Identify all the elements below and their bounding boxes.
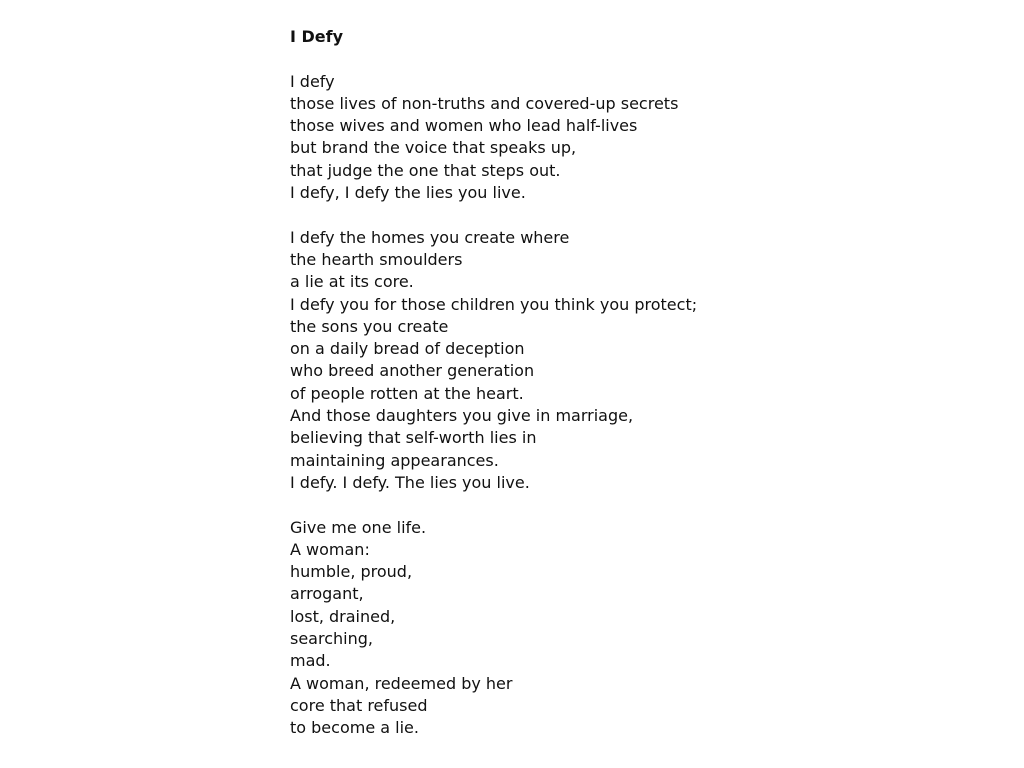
poem-line: the sons you create <box>290 316 449 336</box>
poem-line: humble, proud, <box>290 562 413 582</box>
poem-line: but brand the voice that speaks up, <box>290 138 577 158</box>
poem-line: a lie at its core. <box>290 272 414 292</box>
poem-line: those lives of non-truths and covered-up secrets <box>290 93 679 113</box>
poem <box>290 26 990 740</box>
stanza-2 <box>290 227 990 495</box>
poem-line: on a daily bread of deception <box>290 339 525 359</box>
poem-line: to become a lie. <box>290 718 419 738</box>
stanza-1 <box>290 71 990 205</box>
poem-line: mad. <box>290 651 331 671</box>
poem-line: I defy. I defy. The lies you live. <box>290 472 530 492</box>
poem-line: A woman, redeemed by her <box>290 673 513 693</box>
poem-line: maintaining appearances. <box>290 450 499 470</box>
poem-line: A woman: <box>290 539 370 559</box>
poem-line: I defy the homes you create where <box>290 227 570 247</box>
poem-line: Give me one life. <box>290 517 427 537</box>
poem-line: I defy <box>290 71 335 91</box>
poem-body <box>290 71 990 740</box>
poem-line: core that refused <box>290 695 428 715</box>
poem-line: believing that self-worth lies in <box>290 428 537 448</box>
poem-line: arrogant, <box>290 584 364 604</box>
poem-line: the hearth smoulders <box>290 249 463 269</box>
poem-line: those wives and women who lead half-lives <box>290 116 638 136</box>
poem-line: of people rotten at the heart. <box>290 383 524 403</box>
poem-line: I defy you for those children you think you protect; <box>290 294 698 314</box>
poem-line: I defy, I defy the lies you live. <box>290 183 526 203</box>
poem-line: searching, <box>290 629 373 649</box>
poem-line: who breed another generation <box>290 361 535 381</box>
poem-title: I Defy <box>290 27 344 46</box>
poem-line: And those daughters you give in marriage, <box>290 406 634 426</box>
poem-line: lost, drained, <box>290 606 396 626</box>
poem-line: that judge the one that steps out. <box>290 160 561 180</box>
stanza-3 <box>290 517 990 740</box>
